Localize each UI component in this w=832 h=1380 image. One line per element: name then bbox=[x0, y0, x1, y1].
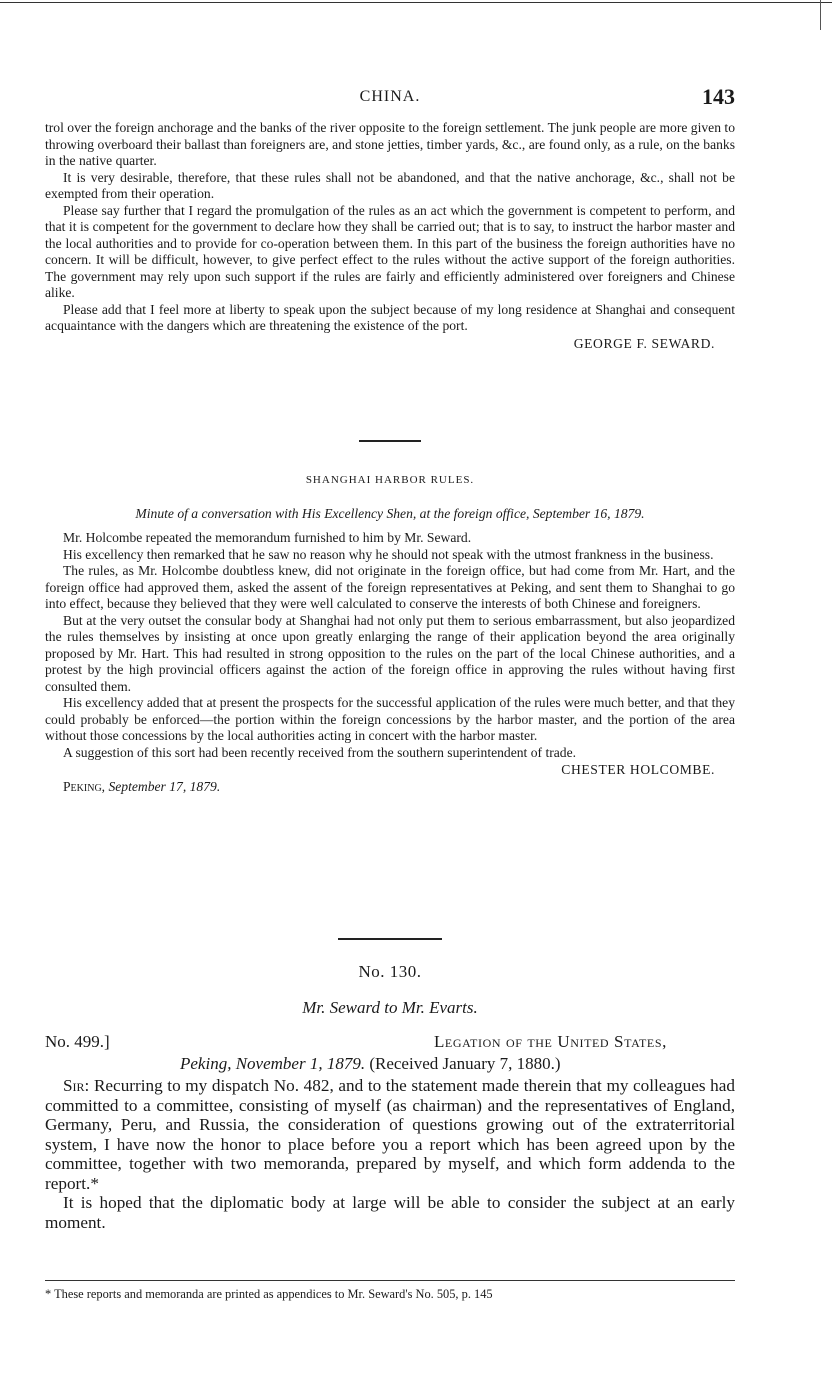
divider-2 bbox=[45, 938, 735, 940]
dateline-date: September 17, 1879. bbox=[108, 779, 221, 794]
legation-line: Legation of the United States, bbox=[433, 1032, 667, 1051]
right-edge-mark bbox=[820, 0, 821, 30]
paragraph: Mr. Holcombe repeated the memorandum furnished to him by Mr. Seward. bbox=[63, 530, 472, 545]
paragraph: His excellency then remarked that he saw no reason why he should not speak with the utmost frankness in the business. bbox=[63, 546, 714, 562]
minute-heading: Minute of a conversation with His Excellency Shen, at the foreign office, September 16, 1879. bbox=[135, 506, 645, 521]
document-title: Mr. Seward to Mr. Evarts. bbox=[302, 998, 478, 1017]
paragraph: Please add that I feel more at liberty to speak upon the subject because of my long residence at Shanghai and consequent acquaintance with the dangers which are threatening the existence of the port. bbox=[45, 301, 735, 333]
paragraph-text: Recurring to my dispatch No. 482, and to the statement made therein that my colleagues had committed to a committee, consisting of myself (as chairman) and the representatives of England, Germany, Peru, and Russia, the consideration of questions growing out of the extraterritorial system, I have now the honor to place before you a report which has been agreed upon by the committee, together with two memoranda, prepared by myself, and which form addenda to the report.* bbox=[45, 1076, 735, 1193]
dateline bbox=[45, 779, 735, 795]
running-title: CHINA. bbox=[359, 88, 421, 105]
signature-seward: GEORGE F. SEWARD. bbox=[573, 335, 715, 351]
signature-holcombe: CHESTER HOLCOMBE. bbox=[561, 762, 715, 777]
footnote-block bbox=[45, 1280, 735, 1302]
received-date: (Received January 7, 1880.) bbox=[369, 1054, 561, 1073]
page-number: 143 bbox=[702, 84, 735, 109]
footnote-rule bbox=[45, 1280, 735, 1281]
dispatch-ref-number: No. 499.] bbox=[45, 1032, 110, 1051]
salutation: Sir: bbox=[63, 1076, 90, 1095]
divider-1 bbox=[45, 440, 735, 442]
paragraph: It is hoped that the diplomatic body at large will be able to consider the subject at an early moment. bbox=[45, 1193, 735, 1232]
dispatch-date-place: Peking, November 1, 1879. bbox=[180, 1054, 366, 1073]
dispatch-date bbox=[45, 1054, 735, 1074]
paragraph: The rules, as Mr. Holcombe doubtless knew, did not originate in the foreign office, but had come from Mr. Hart, and the foreign office had approved them, asked the assent of the foreign representatives at Peking, and sent them to Shanghai to go into effect, because they believed that they were well calculated to conserve the interests of both Chinese and foreigners. bbox=[45, 563, 735, 611]
paragraph: It is very desirable, therefore, that these rules shall not be abandoned, and that the native anchorage, &c., shall not be exempted from their operation. bbox=[45, 169, 735, 201]
paragraph: A suggestion of this sort had been recently received from the southern superintendent of trade. bbox=[63, 744, 577, 760]
letter-continuation bbox=[45, 120, 735, 353]
document-number: No. 130. bbox=[358, 962, 422, 981]
footnote: * These reports and memoranda are printed as appendices to Mr. Seward's No. 505, p. 145 bbox=[45, 1287, 493, 1301]
harbor-rules-section bbox=[45, 474, 735, 795]
dateline-place: Peking, bbox=[63, 779, 106, 794]
section-title: SHANGHAI HARBOR RULES. bbox=[305, 474, 475, 486]
paragraph: His excellency added that at present the prospects for the successful application of the rules were much better, and that they could probably be enforced—the portion within the foreign concessions by the harbor master, and the portion of the area without those concessions by the local authorities acting in concert with the harbor master. bbox=[45, 695, 735, 743]
paragraph: Please say further that I regard the promulgation of the rules as an act which the government is competent to perform, and that it is competent for the government to declare how they shall be carried out; that is to say, to instruct the harbor master and the local authorities and to provide for co-operation between them. In this part of the business the foreign authorities have no concern. It will be difficult, however, to give perfect effect to the rules without the active support of the foreign authorities. The government may rely upon such support if the rules are fairly and efficiently administered over foreigners and Chinese alike. bbox=[45, 202, 735, 300]
dispatch-header bbox=[45, 1032, 735, 1054]
document-page bbox=[45, 0, 735, 1380]
paragraph: trol over the foreign anchorage and the banks of the river opposite to the foreign settlement. The junk people are more given to throwing overboard their ballast than foreigners are, and stone jetties, timber yards, &c., are found only, as a rule, on the banks in the native quarter. bbox=[45, 120, 735, 168]
paragraph: But at the very outset the consular body at Shanghai had not only put them to serious embarrassment, but also jeopardized the rules themselves by insisting at once upon greatly enlarging the range of their application beyond the area originally proposed by Mr. Hart. This had resulted in strong opposition to the rules on the part of the local Chinese authorities, and a protest by the high provincial officers against the action of the foreign office in approving the rules without having first consulted them. bbox=[45, 612, 735, 694]
dispatch-section bbox=[45, 962, 735, 1232]
paragraph bbox=[45, 1076, 735, 1193]
running-head bbox=[45, 84, 735, 112]
